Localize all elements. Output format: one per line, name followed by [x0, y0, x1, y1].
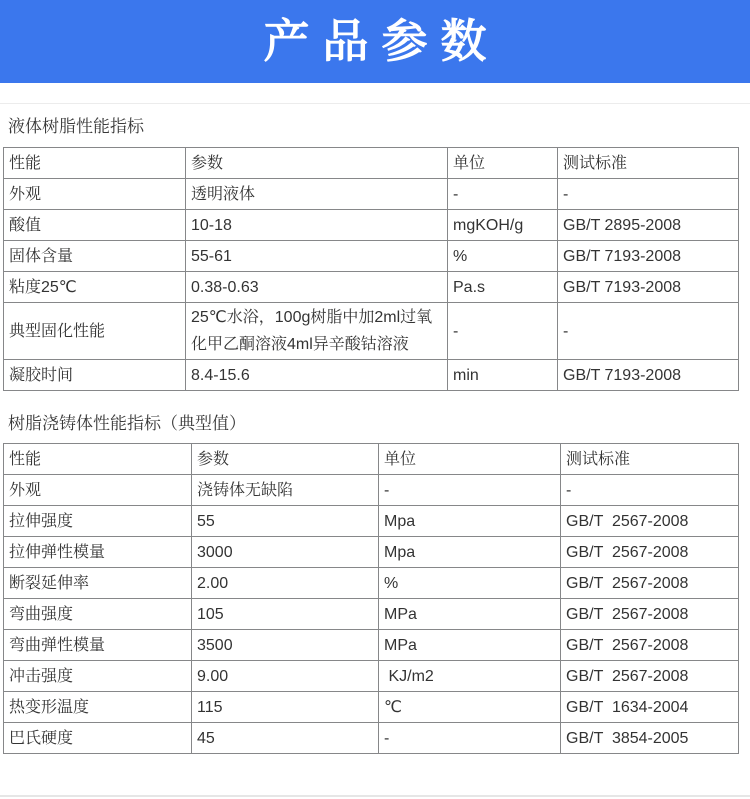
value-cell: GB/T 2567-2008 [561, 568, 739, 599]
table-row [4, 475, 739, 506]
value-cell: - [379, 475, 561, 506]
value-cell: 55 [192, 506, 379, 537]
value-cell: GB/T 2895-2008 [558, 210, 739, 241]
value-cell: GB/T 2567-2008 [561, 661, 739, 692]
value-cell: 115 [192, 692, 379, 723]
table-row [4, 537, 739, 568]
row-label-cell: 巴氏硬度 [4, 723, 192, 754]
value-cell: KJ/m2 [379, 661, 561, 692]
top-divider-line [0, 103, 750, 104]
value-cell: GB/T 7193-2008 [558, 272, 739, 303]
value-cell: 3500 [192, 630, 379, 661]
column-header-cell: 单位 [448, 148, 558, 179]
value-cell: GB/T 7193-2008 [558, 360, 739, 391]
value-cell: 25℃水浴，100g树脂中加2ml过氧化甲乙酮溶液4ml异辛酸钴溶液 [186, 303, 448, 360]
value-cell: mgKOH/g [448, 210, 558, 241]
section-title-casting-body: 树脂浇铸体性能指标（典型值） [8, 414, 246, 433]
row-label-cell: 外观 [4, 475, 192, 506]
column-header-cell: 参数 [186, 148, 448, 179]
table-row [4, 272, 739, 303]
value-cell: - [558, 179, 739, 210]
table-row [4, 692, 739, 723]
row-label-cell: 酸值 [4, 210, 186, 241]
value-cell: GB/T 2567-2008 [561, 599, 739, 630]
value-cell: % [379, 568, 561, 599]
row-label-cell: 固体含量 [4, 241, 186, 272]
row-label-cell: 热变形温度 [4, 692, 192, 723]
value-cell: MPa [379, 630, 561, 661]
value-cell: 105 [192, 599, 379, 630]
value-cell: GB/T 3854-2005 [561, 723, 739, 754]
value-cell: - [448, 179, 558, 210]
row-label-cell: 凝胶时间 [4, 360, 186, 391]
value-cell: - [561, 475, 739, 506]
value-cell: min [448, 360, 558, 391]
value-cell: 浇铸体无缺陷 [192, 475, 379, 506]
table-row [4, 599, 739, 630]
value-cell: 10-18 [186, 210, 448, 241]
row-label-cell: 断裂延伸率 [4, 568, 192, 599]
value-cell: GB/T 2567-2008 [561, 506, 739, 537]
value-cell: GB/T 2567-2008 [561, 537, 739, 568]
bottom-divider-line [0, 795, 750, 797]
liquid-resin-spec-table [3, 147, 739, 391]
row-label-cell: 拉伸强度 [4, 506, 192, 537]
column-header-cell: 性能 [4, 148, 186, 179]
value-cell: GB/T 2567-2008 [561, 630, 739, 661]
column-header-cell: 单位 [379, 444, 561, 475]
row-label-cell: 弯曲强度 [4, 599, 192, 630]
row-label-cell: 典型固化性能 [4, 303, 186, 360]
value-cell: 55-61 [186, 241, 448, 272]
table-row [4, 360, 739, 391]
table-row [4, 723, 739, 754]
value-cell: GB/T 7193-2008 [558, 241, 739, 272]
table-row [4, 303, 739, 360]
value-cell: - [558, 303, 739, 360]
table-header-row [4, 444, 739, 475]
table-row [4, 241, 739, 272]
value-cell: % [448, 241, 558, 272]
row-label-cell: 粘度25℃ [4, 272, 186, 303]
casting-body-spec-table [3, 443, 739, 754]
column-header-cell: 参数 [192, 444, 379, 475]
value-cell: 0.38-0.63 [186, 272, 448, 303]
row-label-cell: 冲击强度 [4, 661, 192, 692]
table-row [4, 179, 739, 210]
page-title: 产品参数 [263, 15, 500, 67]
table-row [4, 568, 739, 599]
row-label-cell: 弯曲弹性模量 [4, 630, 192, 661]
value-cell: 45 [192, 723, 379, 754]
row-label-cell: 外观 [4, 179, 186, 210]
value-cell: Mpa [379, 537, 561, 568]
section-title-liquid-resin: 液体树脂性能指标 [8, 117, 144, 136]
value-cell: 2.00 [192, 568, 379, 599]
value-cell: ℃ [379, 692, 561, 723]
value-cell: - [379, 723, 561, 754]
column-header-cell: 测试标准 [561, 444, 739, 475]
value-cell: MPa [379, 599, 561, 630]
value-cell: 8.4-15.6 [186, 360, 448, 391]
table-header-row [4, 148, 739, 179]
value-cell: 3000 [192, 537, 379, 568]
table-row [4, 630, 739, 661]
value-cell: Mpa [379, 506, 561, 537]
value-cell: - [448, 303, 558, 360]
table-row [4, 661, 739, 692]
column-header-cell: 测试标准 [558, 148, 739, 179]
column-header-cell: 性能 [4, 444, 192, 475]
value-cell: GB/T 1634-2004 [561, 692, 739, 723]
value-cell: 透明液体 [186, 179, 448, 210]
table-row [4, 506, 739, 537]
product-spec-content [0, 117, 750, 754]
row-label-cell: 拉伸弹性模量 [4, 537, 192, 568]
table-row [4, 210, 739, 241]
value-cell: Pa.s [448, 272, 558, 303]
value-cell: 9.00 [192, 661, 379, 692]
product-parameters-banner [0, 0, 750, 83]
